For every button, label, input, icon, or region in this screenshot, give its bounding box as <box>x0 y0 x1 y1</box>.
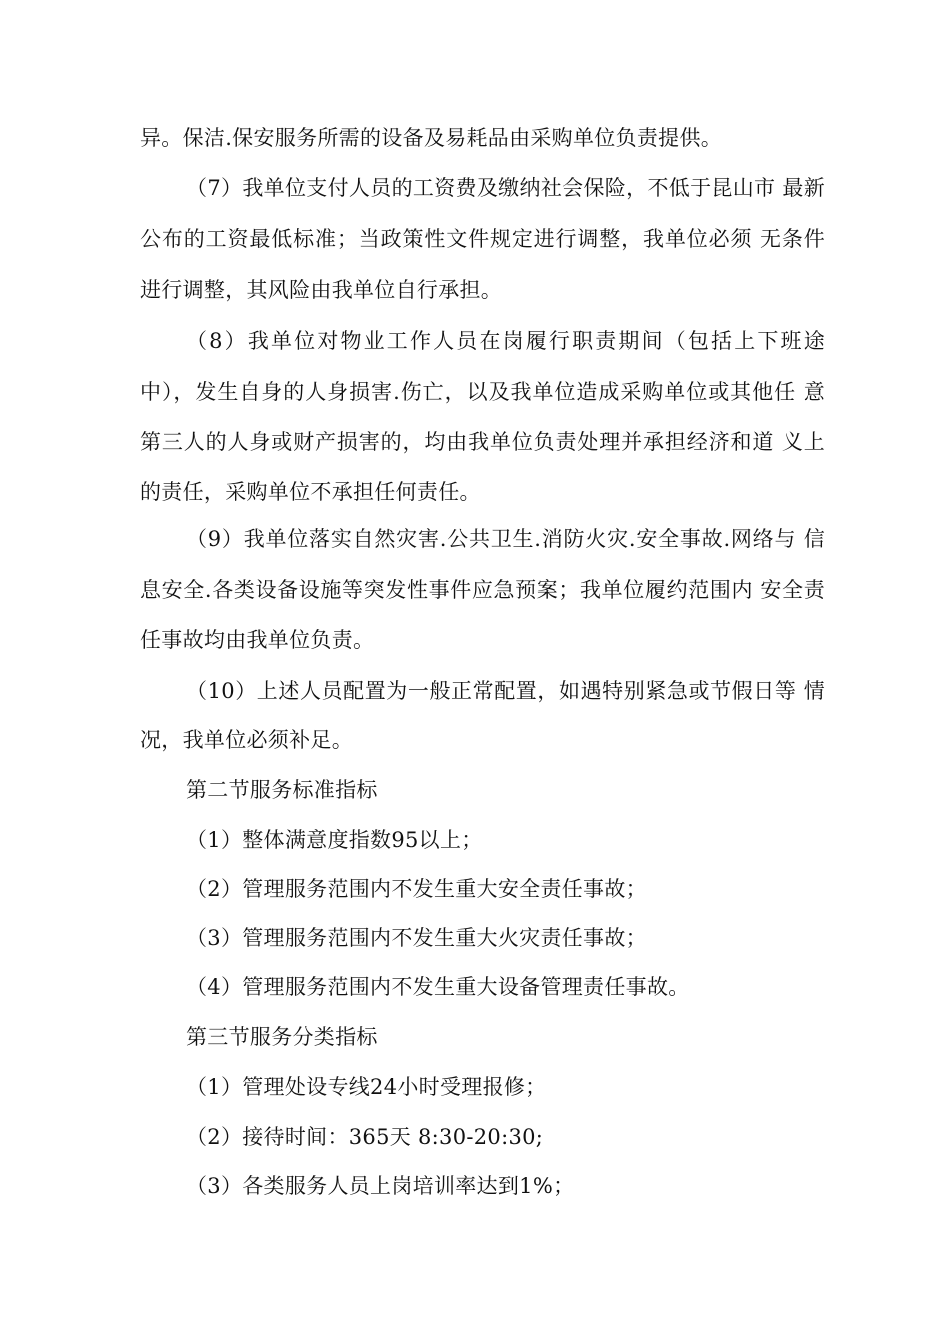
paragraph-line: 任事故均由我单位负责。 <box>140 628 375 652</box>
list-item: （1）管理处设专线24小时受理报修； <box>186 1075 547 1099</box>
paragraph-line: 第三人的人身或财产损害的，均由我单位负责处理并承担经济和道 义上 <box>140 430 825 454</box>
section-heading: 第三节服务分类指标 <box>186 1025 378 1049</box>
paragraph-line: 的责任，采购单位不承担任何责任。 <box>140 480 481 504</box>
paragraph-line: 况，我单位必须补足。 <box>140 728 353 752</box>
paragraph-line: （8）我单位对物业工作人员在岗履行职责期间（包括上下班途 <box>186 329 825 353</box>
paragraph-line: 异。保洁.保安服务所需的设备及易耗品由采购单位负责提供。 <box>140 126 723 150</box>
list-item: （3）各类服务人员上岗培训率达到1%； <box>186 1174 575 1198</box>
paragraph-line: 进行调整，其风险由我单位自行承担。 <box>140 278 503 302</box>
paragraph-line: 息安全.各类设备设施等突发性事件应急预案；我单位履约范围内 安全责 <box>140 578 825 602</box>
paragraph-line: （7）我单位支付人员的工资费及缴纳社会保险，不低于昆山市 最新 <box>186 176 825 200</box>
paragraph-line: （9）我单位落实自然灾害.公共卫生.消防火灾.安全事故.网络与 信 <box>186 527 825 551</box>
list-item: （2）接待时间：365天 8:30-20:30; <box>186 1125 544 1149</box>
section-heading: 第二节服务标准指标 <box>186 778 378 802</box>
paragraph-line: （10）上述人员配置为一般正常配置，如遇特别紧急或节假日等 情 <box>186 679 825 703</box>
list-item: （3）管理服务范围内不发生重大火灾责任事故； <box>186 926 647 950</box>
list-item: （1）整体满意度指数95以上； <box>186 828 483 852</box>
list-item: （2）管理服务范围内不发生重大安全责任事故； <box>186 877 647 901</box>
paragraph-line: 公布的工资最低标准；当政策性文件规定进行调整，我单位必须 无条件 <box>140 227 825 251</box>
paragraph-line: 中），发生自身的人身损害.伤亡，以及我单位造成采购单位或其他任 意 <box>140 380 825 404</box>
list-item: （4）管理服务范围内不发生重大设备管理责任事故。 <box>186 975 690 999</box>
